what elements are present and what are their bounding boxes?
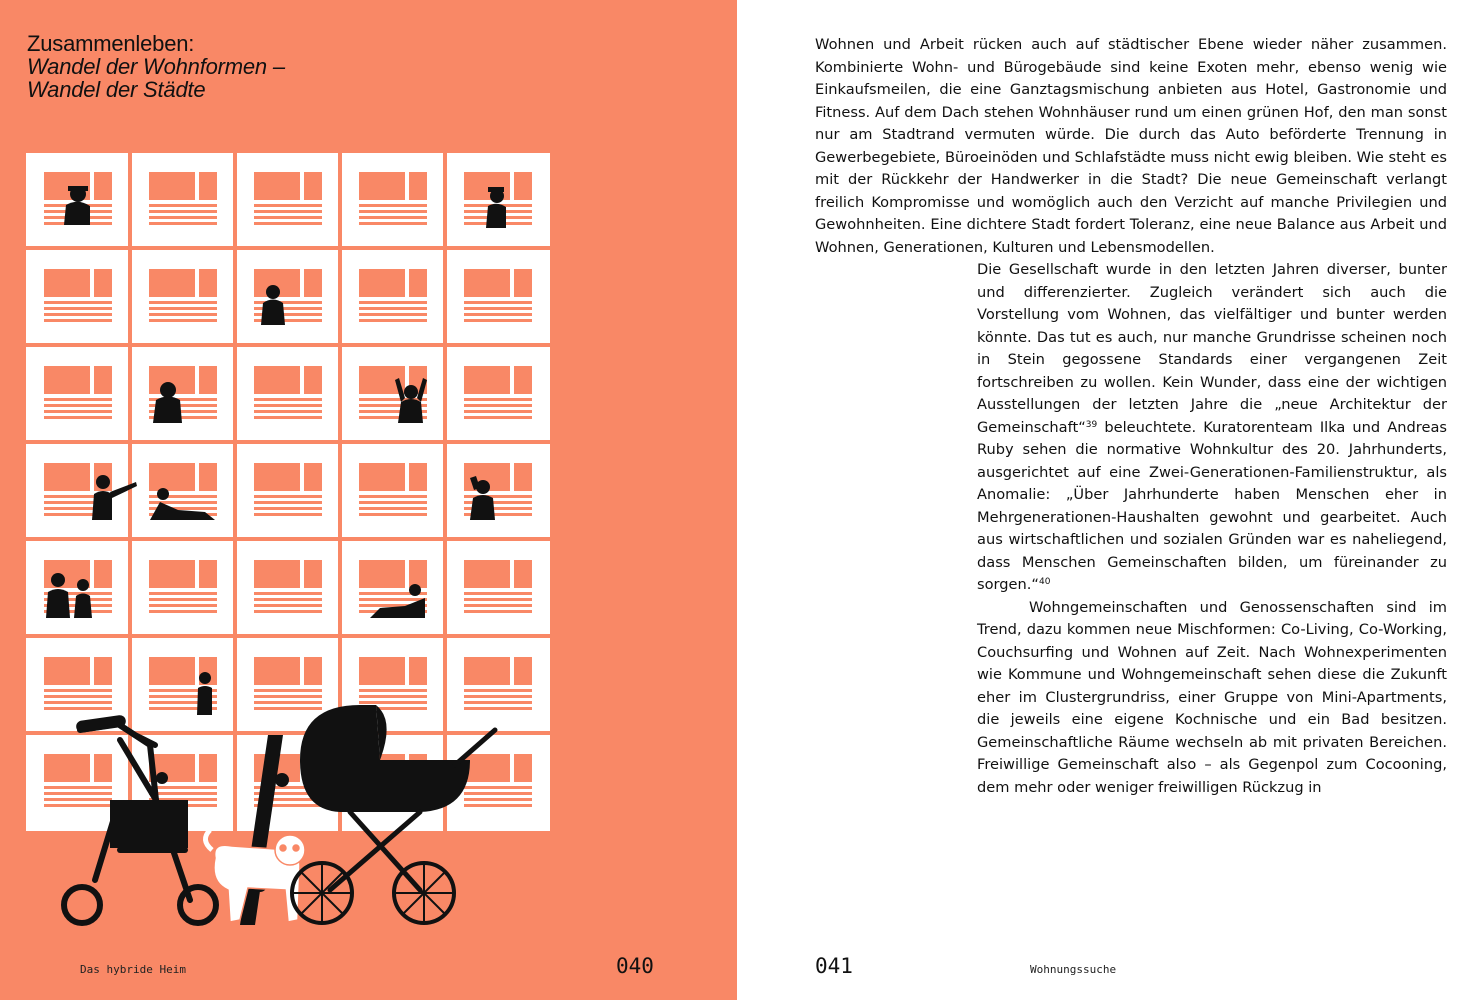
chapter-title-line1: Zusammenleben: [27, 31, 195, 56]
paragraph-2-part-b: beleuchtete. Kuratorenteam Ilka und Andreas Ruby sehen die normative Wohnkultur des 20. Jahrhunderts, ausgerichtet auf eine Zwei-Generationen-Familienstruktur, als Anomalie: „Über Jahrhunderte haben Menschen eher in Mehrgenerationen-Haushalten gewohnt und gearbeitet. Auch aus wirtschaftlichen und sozialen Gründen war es naheliegend, dass Menschen Gemeinschaften bilden, um füreinander zu sorgen.“ [977, 418, 1447, 593]
page-number-left: 040 [616, 954, 654, 978]
running-title-right: Wohnungssuche [1030, 963, 1117, 976]
footnote-ref-39: 39 [1085, 419, 1098, 430]
footnote-ref-40: 40 [1038, 577, 1051, 587]
right-page [737, 0, 1473, 1000]
paragraph-3: Wohngemeinschaften und Genossenschaften sind im Trend, dazu kommen neue Mischformen: Co-Living, Co-Working, Couchsurfing und Wohnen auf Zeit. Nach Wohnexperimenten wie Kommune und Wohngemeinschaft sehen diese die Zukunft eher im Clustergrundriss, einer Gruppe von Mini-Apartments, die jeweils eine eigene Kochnische und ein Bad besitzen. Gemeinschaftliche Räume wechseln ab mit privaten Bereichen. Freiwillige Gemeinschaft also – als Gegenpol zum Cocooning, dem mehr oder weniger freiwilligen Rückzug in [977, 598, 1447, 796]
paragraph-2-part-a: Die Gesellschaft wurde in den letzten Jahren diverser, bunter und differenzierter. Zugleich verändert sich auch die Vorstellung vom Wohnen, das vielfältiger und bunter werden könnte. Das tut es auch, nur manche Grundrisse scheinen noch in Stein gegossene Standards einer vergangenen Zeit fortschreiben zu wollen. Kein Wunder, dass eine der wichtigen Ausstellungen der letzten Jahre die „neue Architektur der Gemeinschaft“ [977, 261, 1447, 436]
dog-icon [214, 835, 305, 922]
chapter-title-line3: Wandel der Städte [27, 77, 206, 102]
body-text-wide [815, 34, 1447, 259]
page-number-right: 041 [815, 954, 853, 978]
rollator-basket [110, 800, 188, 848]
paragraph-2 [977, 259, 1447, 597]
body-text-narrow [977, 259, 1447, 799]
paragraph-1: Wohnen und Arbeit rücken auch auf städtischer Ebene wieder näher zusammen. Kombinierte Wohn- und Bürogebäude sind keine Exoten mehr, ebenso wenig wie Einkaufsmeilen, die eine Ganztagsmischung anbieten aus Hotel, Gastronomie und Fitness. Auf dem Dach stehen Wohnhäuser rund um einen grünen Hof, den man sonst nur am Stadtrand vermuten würde. Die durch das Auto beförderte Trennung in Gewerbegebiete, Büroeinöden und Schlafstädte muss nicht ewig bleiben. Wie steht es mit der Rückkehr der Handwerker in die Stadt? Die neue Gemeinschaft verlangt freilich Kompromisse und womöglich auch den Verzicht auf manche Privilegien und Gewohnheiten. Eine dichtere Stadt fordert Toleranz, eine neue Balance aus Arbeit und Wohnen, Generationen, Kulturen und Lebensmodellen. [815, 36, 1447, 256]
chapter-title [27, 32, 285, 101]
running-title-left: Das hybride Heim [80, 963, 186, 976]
chapter-title-line2: Wandel der Wohnformen – [27, 54, 285, 79]
